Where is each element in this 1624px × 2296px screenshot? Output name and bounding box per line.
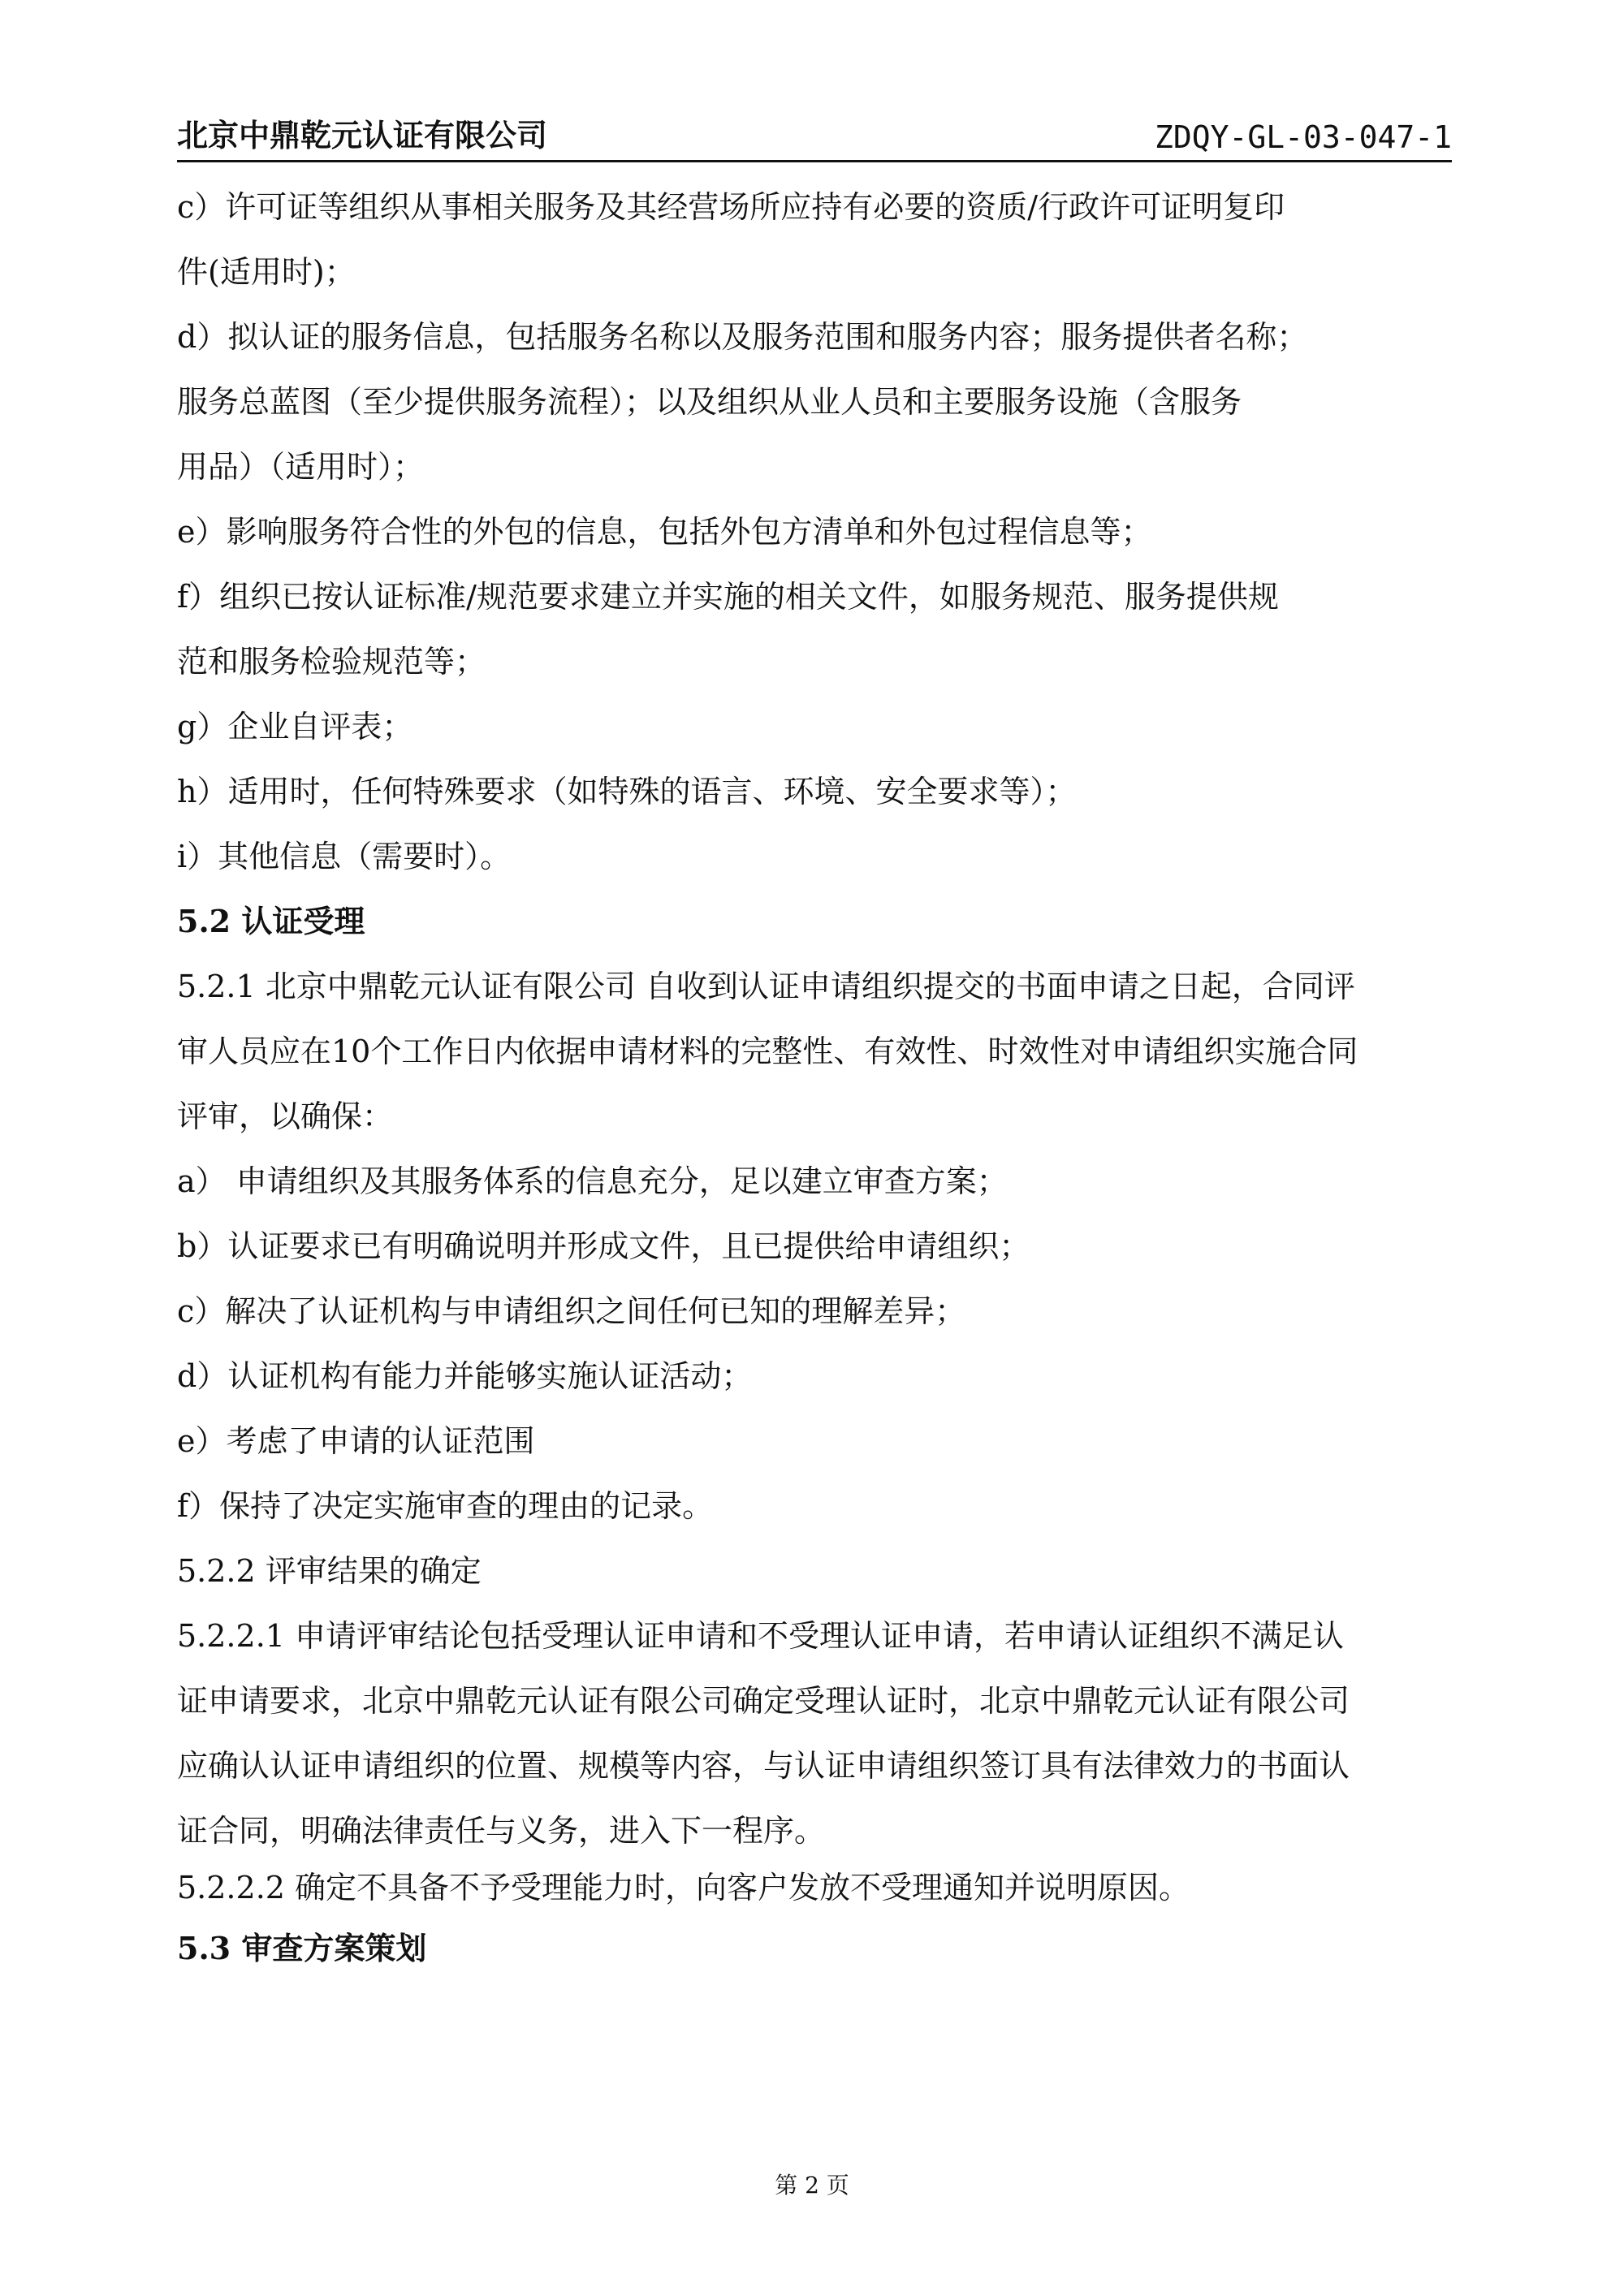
text-line: 应确认认证申请组织的位置、规模等内容，与认证申请组织签订具有法律效力的书面认	[177, 1748, 1350, 1784]
subsection-heading: 5.2.2 评审结果的确定	[177, 1553, 482, 1589]
text-line: 审人员应在10个工作日内依据申请材料的完整性、有效性、时效性对申请组织实施合同	[177, 1034, 1358, 1069]
text-line: d）认证机构有能力并能够实施认证活动；	[177, 1358, 753, 1394]
text-line: 证合同，明确法律责任与义务，进入下一程序。	[177, 1813, 826, 1849]
text-line: e）影响服务符合性的外包的信息，包括外包方清单和外包过程信息等；	[177, 514, 1152, 550]
text-line: c）解决了认证机构与申请组织之间任何已知的理解差异；	[177, 1293, 966, 1329]
text-line: 5.2.1 北京中鼎乾元认证有限公司 自收到认证申请组织提交的书面申请之日起，合同评	[177, 969, 1355, 1004]
document-code: ZDQY-GL-03-047-1	[1154, 119, 1452, 155]
text-line: 件(适用时)；	[177, 254, 356, 290]
text-line: i）其他信息（需要时）。	[177, 839, 512, 874]
text-line: 服务总蓝图（至少提供服务流程）；以及组织从业人员和主要服务设施（含服务	[177, 384, 1242, 420]
text-line: 证申请要求，北京中鼎乾元认证有限公司确定受理认证时，北京中鼎乾元认证有限公司	[177, 1683, 1350, 1719]
text-line: 5.2.2.2 确定不具备不予受理能力时，向客户发放不受理通知并说明原因。	[177, 1870, 1190, 1905]
text-line: 5.2.2.1 申请评审结论包括受理认证申请和不受理认证申请，若申请认证组织不满足认	[177, 1618, 1345, 1654]
section-heading: 5.3 审查方案策划	[177, 1930, 427, 1966]
text-line: d）拟认证的服务信息，包括服务名称以及服务范围和服务内容；服务提供者名称；	[177, 319, 1308, 355]
text-line: 用品）（适用时）；	[177, 449, 425, 485]
text-line: 范和服务检验规范等；	[177, 644, 486, 680]
text-line: c）许可证等组织从事相关服务及其经营场所应持有必要的资质/行政许可证明复印	[177, 189, 1285, 225]
page-header	[177, 118, 1452, 162]
text-line: g）企业自评表；	[177, 709, 413, 744]
text-line: f）保持了决定实施审查的理由的记录。	[177, 1488, 714, 1524]
page-number: 第 2 页	[775, 2172, 849, 2199]
section-heading: 5.2 认证受理	[177, 903, 365, 939]
text-line: 评审，以确保：	[177, 1098, 394, 1134]
text-line: a） 申请组织及其服务体系的信息充分，足以建立审查方案；	[177, 1163, 1008, 1199]
text-line: b）认证要求已有明确说明并形成文件，且已提供给申请组织；	[177, 1228, 1030, 1264]
text-line: h）适用时，任何特殊要求（如特殊的语言、环境、安全要求等）；	[177, 774, 1077, 809]
text-line: f）组织已按认证标准/规范要求建立并实施的相关文件，如服务规范、服务提供规	[177, 579, 1279, 615]
text-line: e）考虑了申请的认证范围	[177, 1423, 535, 1459]
company-name: 北京中鼎乾元认证有限公司	[177, 118, 548, 153]
